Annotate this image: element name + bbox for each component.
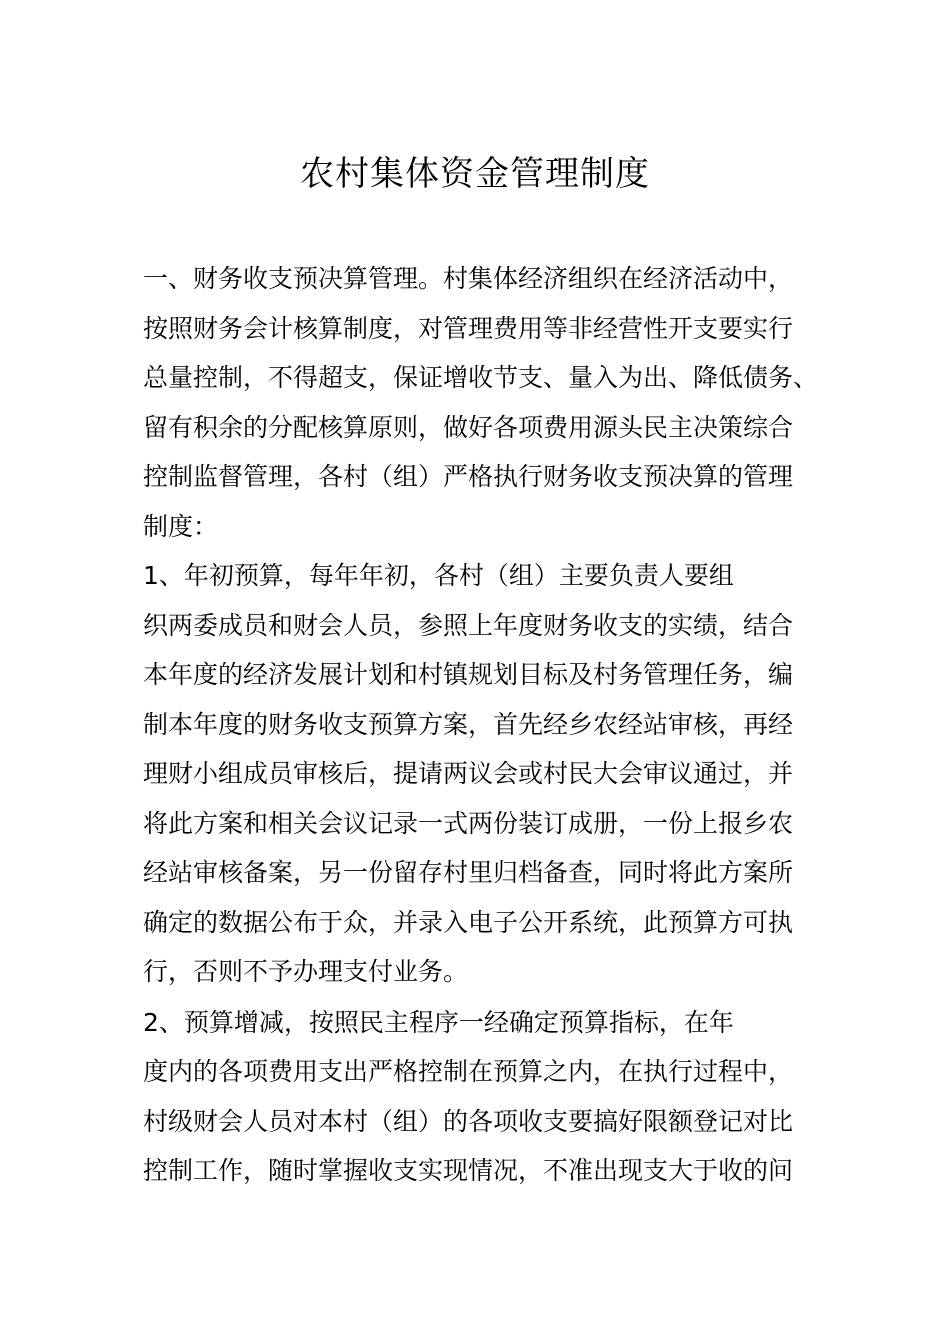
paragraph-line: 留有积余的分配核算原则，做好各项费用源头民主决策综合 <box>143 413 794 442</box>
paragraph-line: 1、年初预算，每年年初，各村（组）主要负责人要组 <box>143 561 734 590</box>
paragraph-line: 制本年度的财务收支预算方案，首先经乡农经站审核，再经 <box>143 710 794 739</box>
paragraph-line: 总量控制，不得超支，保证增收节支、量入为出、降低债务、 <box>143 363 819 392</box>
paragraph-line: 制度： <box>143 512 219 541</box>
paragraph-line: 控制监督管理，各村（组）严格执行财务收支预决算的管理 <box>143 462 794 491</box>
paragraph-line: 村级财会人员对本村（组）的各项收支要搞好限额登记对比 <box>143 1107 794 1136</box>
paragraph-line: 度内的各项费用支出严格控制在预算之内，在执行过程中， <box>143 1057 794 1086</box>
paragraph-line: 确定的数据公布于众，并录入电子公开系统，此预算方可执 <box>143 908 794 937</box>
paragraph-line: 按照财务会计核算制度，对管理费用等非经营性开支要实行 <box>143 314 794 343</box>
document-title: 农村集体资金管理制度 <box>300 154 650 194</box>
paragraph-line: 经站审核备案，另一份留存村里归档备查，同时将此方案所 <box>143 858 794 887</box>
paragraph-line: 理财小组成员审核后，提请两议会或村民大会审议通过，并 <box>143 759 794 788</box>
paragraph-line: 织两委成员和财会人员，参照上年度财务收支的实绩，结合 <box>143 611 794 640</box>
paragraph-line: 控制工作，随时掌握收支实现情况，不准出现支大于收的问 <box>143 1156 794 1185</box>
paragraph-line: 一、财务收支预决算管理。村集体经济组织在经济活动中， <box>143 264 794 293</box>
paragraph-line: 将此方案和相关会议记录一式两份装订成册，一份上报乡农 <box>143 809 794 838</box>
paragraph-line: 行，否则不予办理支付业务。 <box>143 957 469 986</box>
paragraph-line: 2、预算增减，按照民主程序一经确定预算指标，在年 <box>143 1008 734 1037</box>
paragraph-line: 本年度的经济发展计划和村镇规划目标及村务管理任务，编 <box>143 660 794 689</box>
